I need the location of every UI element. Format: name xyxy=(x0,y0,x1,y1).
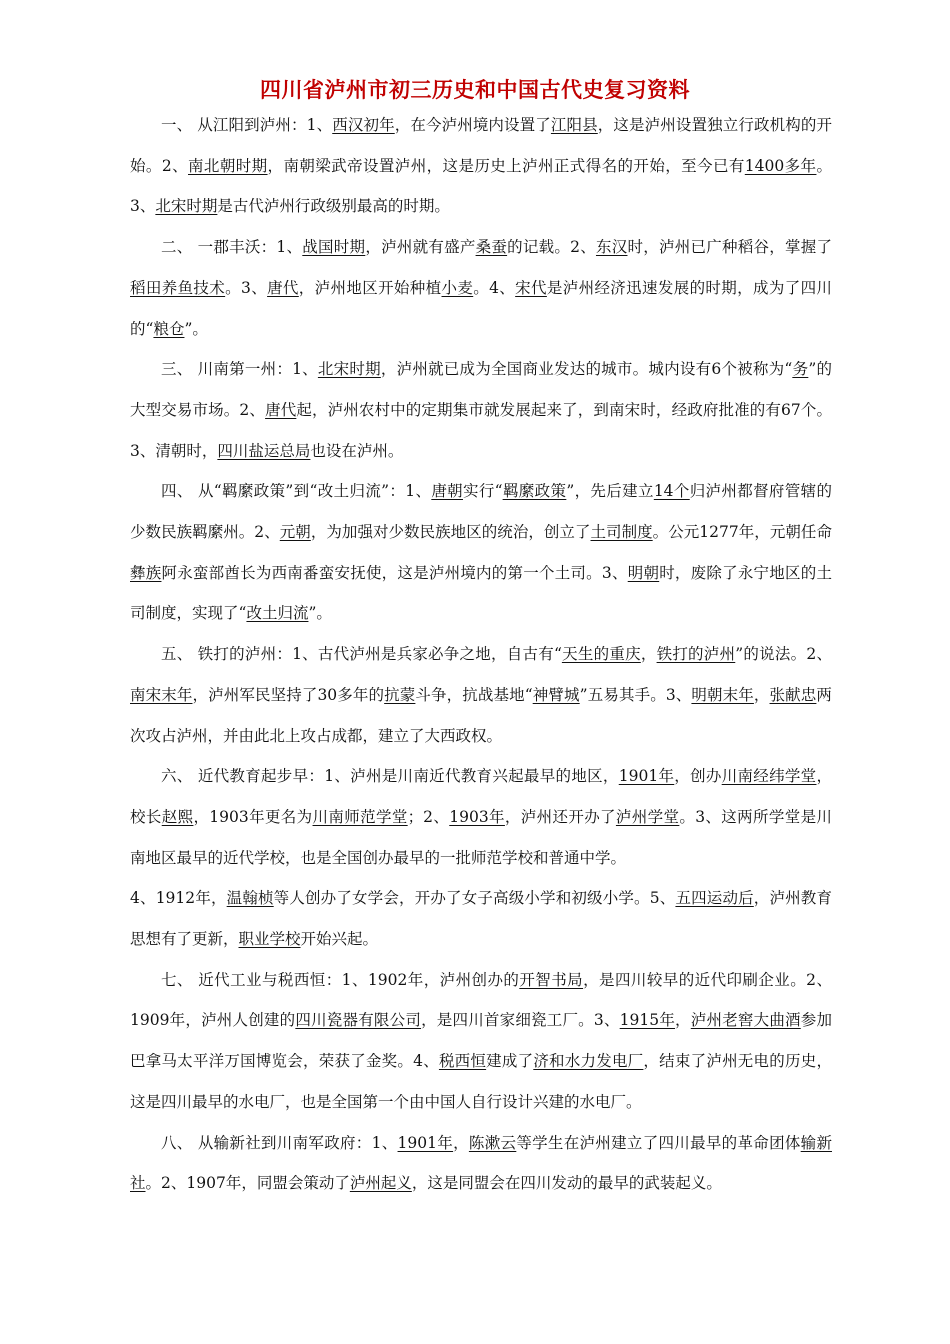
text-run: 三、 川南第一州：1、 xyxy=(161,360,318,379)
underlined-keyword: 土司制度 xyxy=(590,523,653,542)
underlined-keyword: 14个 xyxy=(653,482,690,501)
text-run: 阿永蛮部酋长为西南番蛮安抚使，这是泸州境内的第一个土司。3、 xyxy=(161,563,628,582)
underlined-keyword: 宋代 xyxy=(515,278,547,297)
text-run: ”的说法。2、 xyxy=(735,645,832,664)
text-run: ，在今泸州境内设置了 xyxy=(394,116,551,134)
underlined-keyword: 小麦 xyxy=(441,278,474,297)
underlined-keyword: 输新社 xyxy=(130,1133,832,1193)
underlined-keyword: 粮仓 xyxy=(153,319,185,338)
underlined-keyword: 职业学校 xyxy=(238,930,301,949)
underlined-keyword: 济和水力发电厂 xyxy=(533,1052,644,1071)
text-run: 是古代泸州行政级别最高的时期。 xyxy=(217,197,450,216)
text-run: 。公元1277年，元朝任命 xyxy=(652,523,832,542)
text-run: ，泸州军民坚持了30多年的 xyxy=(192,685,385,704)
text-run: ；2、 xyxy=(407,807,450,826)
text-run: ，创办 xyxy=(674,767,722,786)
underlined-keyword: 1901年 xyxy=(397,1133,454,1152)
paragraph-7 xyxy=(130,878,832,959)
paragraph-8 xyxy=(130,960,832,1123)
underlined-keyword: 税西恒 xyxy=(438,1052,487,1071)
underlined-keyword: 泸州学堂 xyxy=(615,807,680,826)
underlined-keyword: 稻田养鱼技术 xyxy=(130,278,226,297)
text-run: ”。 xyxy=(308,604,332,623)
underlined-keyword: 五四运动后 xyxy=(675,889,754,908)
underlined-keyword: 1901年 xyxy=(618,767,675,786)
text-run: ， xyxy=(753,685,770,704)
text-run: ，泸州就已成为全国商业发达的城市。城内设有6个被称为“ xyxy=(380,360,793,379)
underlined-keyword: 江阳县 xyxy=(550,116,598,134)
text-run: 时，泸州已广种稻谷，掌握了 xyxy=(627,238,832,257)
text-run: 。3、 xyxy=(130,156,832,216)
text-run: ，南朝梁武帝设置泸州，这是历史上泸州正式得名的开始，至今已有 xyxy=(267,156,745,175)
text-run: ，泸州教育思想有了更新， xyxy=(130,889,832,949)
underlined-keyword: 元朝 xyxy=(279,523,311,542)
text-run: 起，泸州农村中的定期集市就发展起来了，到南宋时，经政府批准的有67个。3、清朝时， xyxy=(130,400,832,460)
text-run: 。2、1907年，同盟会策动了 xyxy=(145,1174,350,1193)
underlined-keyword: 温翰桢 xyxy=(226,889,274,908)
text-run: 实行“ xyxy=(463,482,503,501)
text-run: ， xyxy=(675,1011,691,1030)
underlined-keyword: 铁打的泸州 xyxy=(656,645,736,664)
text-run: ”，先后建立 xyxy=(566,482,654,501)
underlined-keyword: 桑蚕 xyxy=(475,238,508,257)
paragraph-6 xyxy=(130,756,832,878)
text-run: ，泸州还开办了 xyxy=(504,807,616,826)
text-run: 等人创办了女学会，开办了女子高级小学和初级小学。5、 xyxy=(273,889,676,908)
document-body xyxy=(130,105,832,1204)
text-run: ，1903年更名为 xyxy=(193,807,313,826)
underlined-keyword: 务 xyxy=(792,360,809,379)
paragraph-9 xyxy=(130,1123,832,1204)
underlined-keyword: 东汉 xyxy=(595,238,628,257)
text-run: ”五易其手。3、 xyxy=(579,685,692,704)
underlined-keyword: 开智书局 xyxy=(519,970,584,989)
underlined-keyword: 唐代 xyxy=(267,278,299,297)
underlined-keyword: 南北朝时期 xyxy=(188,156,268,175)
text-run: ，为加强对少数民族地区的统治，创立了 xyxy=(310,523,591,542)
underlined-keyword: 陈漱云 xyxy=(468,1133,517,1152)
underlined-keyword: 彝族 xyxy=(130,563,162,582)
text-run: 是泸州经济迅速发展的时期，成为了四川的“ xyxy=(130,278,832,338)
text-run: ”。 xyxy=(184,319,208,338)
text-run: 五、 铁打的泸州：1、古代泸州是兵家必争之地，自古有“ xyxy=(161,645,562,664)
underlined-keyword: 1915年 xyxy=(619,1011,676,1030)
text-run: 归泸州都督府管辖的少数民族羁縻州。2、 xyxy=(130,482,832,542)
text-run: 六、 近代教育起步早：1、泸州是川南近代教育兴起最早的地区， xyxy=(161,767,619,786)
text-run: 七、 近代工业与税西恒：1、1902年，泸州创办的 xyxy=(161,970,520,989)
text-run: ，这是泸州设置独立行政机构的开始。2、 xyxy=(130,116,832,175)
text-run: ， xyxy=(640,645,657,664)
text-run: ，泸州就有盛产 xyxy=(365,238,476,257)
paragraph-3 xyxy=(130,349,832,471)
paragraph-4 xyxy=(130,471,832,634)
text-run: 四、 从“羁縻政策”到“改土归流”：1、 xyxy=(161,482,432,501)
underlined-keyword: 四川瓷器有限公司 xyxy=(295,1011,422,1030)
underlined-keyword: 战国时期 xyxy=(302,238,366,257)
document-title: 四川省泸州市初三历史和中国古代史复习资料 xyxy=(260,78,690,102)
underlined-keyword: 唐朝 xyxy=(431,482,463,501)
text-run: ，是四川首家细瓷工厂。3、 xyxy=(421,1011,620,1030)
text-run: 。4、 xyxy=(473,278,516,297)
text-run: 的记载。2、 xyxy=(507,238,596,257)
text-run: 斗争，抗战基地“ xyxy=(415,685,533,704)
text-run: 。3、 xyxy=(225,278,268,297)
text-run: 二、 一郡丰沃：1、 xyxy=(161,238,303,257)
paragraph-5 xyxy=(130,634,832,756)
underlined-keyword: 南宋末年 xyxy=(130,685,193,704)
underlined-keyword: 四川盐运总局 xyxy=(217,441,311,460)
text-run: 开始兴起。 xyxy=(300,930,379,949)
text-run: 建成了 xyxy=(486,1052,534,1071)
underlined-keyword: 张献忠 xyxy=(769,685,817,704)
underlined-keyword: 明朝 xyxy=(627,563,660,582)
text-run: 八、 从输新社到川南军政府：1、 xyxy=(161,1133,398,1152)
paragraph-1 xyxy=(130,105,832,227)
text-run: 也设在泸州。 xyxy=(310,441,404,460)
underlined-keyword: 川南师范学堂 xyxy=(312,807,408,826)
text-run: 。3、这两所学堂是川南地区最早的近代学校，也是全国创办最早的一批师范学校和普通中学。 xyxy=(130,807,832,867)
text-run: 时，废除了永宁地区的土司制度，实现了“ xyxy=(130,563,832,623)
underlined-keyword: 1400多年 xyxy=(744,156,817,175)
text-run: ，校长 xyxy=(130,767,832,826)
underlined-keyword: 泸州起义 xyxy=(349,1174,412,1193)
text-run: 4、1912年， xyxy=(130,889,227,908)
underlined-keyword: 川南经纬学堂 xyxy=(721,767,817,786)
underlined-keyword: 北宋时期 xyxy=(155,197,218,216)
underlined-keyword: 泸州老窖大曲酒 xyxy=(690,1011,801,1030)
text-run: ，结束了泸州无电的历史，这是四川最早的水电厂，也是全国第一个由中国人自行设计兴建的水电厂。 xyxy=(130,1052,832,1111)
text-run: ，是四川较早的近代印刷企业。2、1909年，泸州人创建的 xyxy=(130,970,832,1030)
underlined-keyword: 赵熙 xyxy=(161,807,194,826)
text-run: 两次攻占泸州，并由此北上攻占成都，建立了大西政权。 xyxy=(130,685,832,745)
paragraph-2 xyxy=(130,227,832,349)
text-run: 参加巴拿马太平洋万国博览会，荣获了金奖。4、 xyxy=(130,1011,832,1071)
underlined-keyword: 1903年 xyxy=(449,807,505,826)
underlined-keyword: 抗蒙 xyxy=(384,685,416,704)
underlined-keyword: 唐代 xyxy=(265,400,297,419)
text-run: ，这是同盟会在四川发动的最早的武装起义。 xyxy=(411,1174,722,1193)
text-run: ”的大型交易市场。2、 xyxy=(130,360,832,419)
underlined-keyword: 西汉初年 xyxy=(332,116,395,134)
underlined-keyword: 神臂城 xyxy=(532,685,580,704)
text-run: ， xyxy=(453,1133,469,1152)
text-run: ，泸州地区开始种植 xyxy=(298,278,442,297)
underlined-keyword: 改土归流 xyxy=(246,604,309,623)
text-run: 一、 从江阳到泸州：1、 xyxy=(161,116,333,134)
underlined-keyword: 北宋时期 xyxy=(317,360,381,379)
underlined-keyword: 天生的重庆 xyxy=(561,645,641,664)
text-run: 等学生在泸州建立了四川最早的革命团体 xyxy=(516,1133,801,1152)
underlined-keyword: 明朝末年 xyxy=(691,685,754,704)
underlined-keyword: 羁縻政策 xyxy=(502,482,567,501)
